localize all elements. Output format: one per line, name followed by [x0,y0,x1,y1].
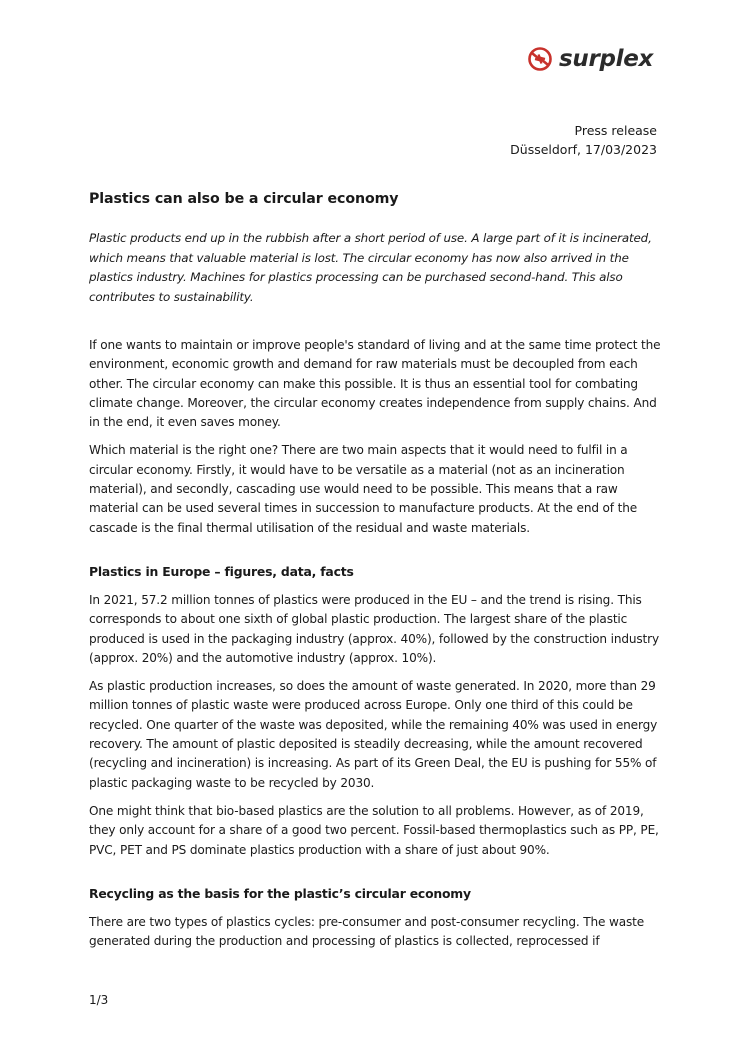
section-heading-plastics-in-europe: Plastics in Europe – figures, data, facts [89,563,354,579]
brand-name: surplex [559,46,654,72]
section-paragraph: There are two types of plastics cycles: pre-consumer and post-consumer recycling. The waste generated during the production and processing of plastics is collected, reprocessed if [89,914,645,949]
surplex-logo [526,44,653,74]
article-title: Plastics can also be a circular economy [89,191,399,207]
place-date: Düsseldorf, 17/03/2023 [510,142,657,157]
intro-paragraph: If one wants to maintain or improve people's standard of living and at the same time protect the environment, economic growth and demand for raw materials must be decoupled from each other. The circular economy can make this possible. It is thus an essential tool for combating climate change. Moreover, the circular economy creates independence from supply chains. And in the end, it even saves money. [89,338,661,430]
section-paragraph: In 2021, 57.2 million tonnes of plastics were produced in the EU – and the trend is rising. This corresponds to about one sixth of global plastic production. The largest share of the plastic produced is used in the packaging industry (approx. 40%), followed by the construction industry (approx. 20%) and the automotive industry (approx. 10%). [89,592,659,665]
page-number: 1/3 [89,993,109,1007]
section-paragraph: As plastic production increases, so does the amount of waste generated. In 2020, more than 29 million tonnes of plastic waste were produced across Europe. Only one third of this could be recycled. One quarter of the waste was deposited, while the remaining 40% was used in energy recovery. The amount of plastic deposited is steadily decreasing, while the amount recovered (recycling and incineration) is increasing. As part of its Green Deal, the EU is pushing for 55% of plastic packaging waste to be recycled by 2030. [89,679,658,790]
section-paragraph: One might think that bio-based plastics are the solution to all problems. However, as of 2019, they only account for a share of a good two percent. Fossil-based thermoplastics such as PP, PE, PVC, PET and PS dominate plastics production with a share of just about 90%. [89,803,659,857]
section-heading-recycling: Recycling as the basis for the plastic’s circular economy [89,885,471,901]
recycle-arrows-circle-icon [526,45,554,73]
intro-paragraph: Which material is the right one? There are two main aspects that it would need to fulfil in a circular economy. Firstly, it would have to be versatile as a material (not as an incineration material), and secondly, cascading use would need to be possible. This means that a raw material can be used several times in succession to manufacture products. At the end of the cascade is the final thermal utilisation of the residual and waste materials. [89,443,638,535]
article-lead: Plastic products end up in the rubbish after a short period of use. A large part of it is incinerated, which means that valuable material is lost. The circular economy has now also arrived in the plastics industry. Machines for plastics processing can be purchased second-hand. This also contributes to sustainability. [89,231,652,304]
article-body [89,189,661,951]
document-type: Press release [574,123,657,138]
release-meta [510,121,657,159]
